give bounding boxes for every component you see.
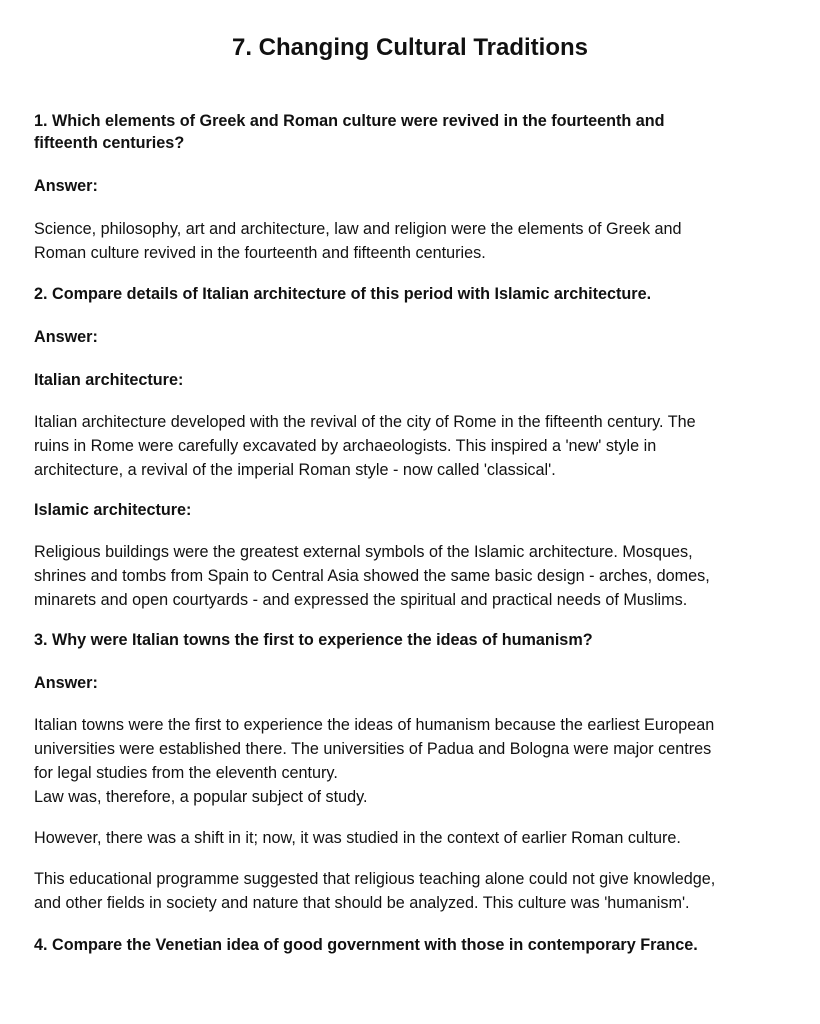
question-4 xyxy=(34,934,770,956)
answer-3-line: However, there was a shift in it; now, it was studied in the context of earlier Roman culture. xyxy=(34,829,681,847)
answer-3-line: Law was, therefore, a popular subject of study. xyxy=(34,788,368,806)
page-title: 7. Changing Cultural Traditions xyxy=(231,34,588,61)
answer-label-2: Answer: xyxy=(34,328,98,346)
islamic-architecture-line: shrines and tombs from Spain to Central Asia showed the same basic design - arches, domes, xyxy=(34,567,710,585)
answer-label-3: Answer: xyxy=(34,674,98,692)
answer-3-line: and other fields in society and nature that should be analyzed. This culture was 'humanism'. xyxy=(34,894,690,912)
italian-architecture-line: architecture, a revival of the imperial Roman style - now called 'classical'. xyxy=(34,461,556,479)
answer-1-line: Science, philosophy, art and architecture, law and religion were the elements of Greek and xyxy=(34,220,682,238)
question-4-line: 4. Compare the Venetian idea of good government with those in contemporary France. xyxy=(34,936,698,954)
answer-3-line: for legal studies from the eleventh century. xyxy=(34,764,338,782)
answer-1-text xyxy=(34,217,770,265)
question-2 xyxy=(34,283,770,305)
question-1-line: 1. Which elements of Greek and Roman culture were revived in the fourteenth and xyxy=(34,112,665,130)
question-2-line: 2. Compare details of Italian architecture of this period with Islamic architecture. xyxy=(34,285,652,303)
question-3-line: 3. Why were Italian towns the first to experience the ideas of humanism? xyxy=(34,631,593,649)
answer-3-paragraph-2 xyxy=(34,826,770,850)
answer-label-1: Answer: xyxy=(34,177,98,195)
answer-3-line: universities were established there. The universities of Padua and Bologna were major centres xyxy=(34,740,712,758)
italian-architecture-text xyxy=(34,410,770,482)
answer-3-paragraph-3 xyxy=(34,867,770,915)
islamic-architecture-text xyxy=(34,540,770,612)
answer-1-line: Roman culture revived in the fourteenth and fifteenth centuries. xyxy=(34,244,486,262)
islamic-architecture-heading: Islamic architecture: xyxy=(34,501,192,519)
italian-architecture-line: Italian architecture developed with the revival of the city of Rome in the fifteenth century. The xyxy=(34,413,696,431)
islamic-architecture-line: Religious buildings were the greatest external symbols of the Islamic architecture. Mosques, xyxy=(34,543,693,561)
italian-architecture-line: ruins in Rome were carefully excavated by archaeologists. This inspired a 'new' style in xyxy=(34,437,657,455)
answer-3-line: Italian towns were the first to experience the ideas of humanism because the earliest European xyxy=(34,716,715,734)
answer-3-line: This educational programme suggested that religious teaching alone could not give knowledge, xyxy=(34,870,716,888)
islamic-architecture-line: minarets and open courtyards - and expressed the spiritual and practical needs of Muslims. xyxy=(34,591,688,609)
question-1 xyxy=(34,110,770,154)
italian-architecture-heading: Italian architecture: xyxy=(34,371,184,389)
question-3 xyxy=(34,629,770,651)
answer-3-paragraph-1 xyxy=(34,713,770,809)
question-1-line: fifteenth centuries? xyxy=(34,134,185,152)
